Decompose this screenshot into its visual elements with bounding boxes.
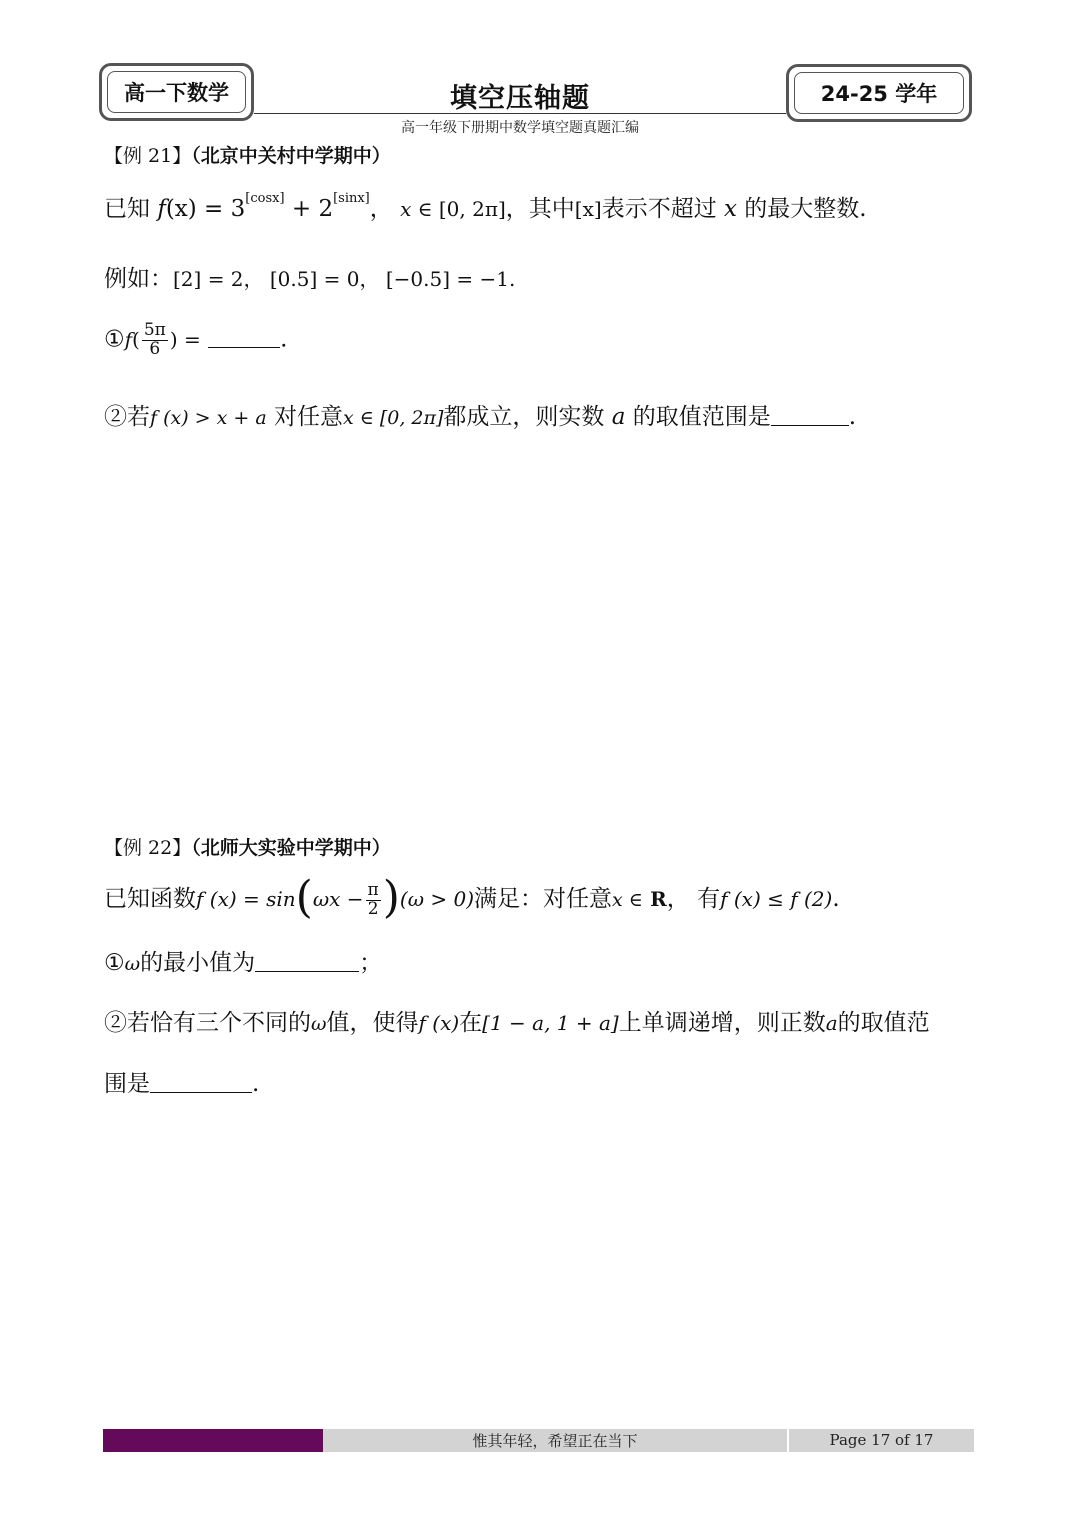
stem-text3: 的最大整数. bbox=[744, 196, 867, 222]
example-22-stem: 已知函数f (x) = sin(ωx − $\frac{\pi}{2}$ )(ω > 0)满足：对任意x ∈ R， 有f (x) ≤ f (2). bbox=[104, 872, 840, 923]
stem-inequality: f (x) ≤ f (2) bbox=[720, 887, 833, 911]
q2-text2: 在 bbox=[459, 1010, 483, 1036]
example-21-question-1: ①f( $\frac{5\pi}{6}$ ) = . bbox=[104, 320, 288, 359]
q1-text: 的最小值为 bbox=[140, 950, 256, 976]
q2-text: 值，使得 bbox=[326, 1010, 419, 1036]
footer-accent-bar bbox=[103, 1429, 323, 1452]
q2-inequality: f (x) > x + a bbox=[150, 407, 267, 429]
example-number: 21 bbox=[148, 145, 173, 167]
stem-function: f (x) = sin bbox=[196, 887, 296, 911]
q2-var-a: a bbox=[825, 1011, 838, 1035]
footer-motto: 惟其年轻，希望正在当下 bbox=[472, 1432, 638, 1450]
q2-text3: 上单调递增，则正数 bbox=[618, 1010, 826, 1036]
question-number: ① bbox=[104, 326, 125, 353]
q1-semicolon: ； bbox=[359, 950, 383, 976]
example-21-heading bbox=[104, 141, 391, 168]
answer-blank[interactable] bbox=[771, 405, 849, 426]
example-22-question-2-cont bbox=[104, 1065, 259, 1098]
stem-base3: = 3 bbox=[196, 196, 246, 222]
title-underline bbox=[254, 113, 786, 114]
stem-prefix: 已知函数 bbox=[104, 886, 196, 912]
header-right-label: 24-25 学年 bbox=[794, 72, 964, 114]
example-21-examples bbox=[104, 260, 515, 293]
stem-period: . bbox=[832, 886, 840, 912]
stem-x-in: x ∈ bbox=[612, 889, 643, 911]
stem-arg: (x) bbox=[165, 196, 197, 222]
example-22-heading bbox=[104, 833, 391, 860]
q1-frac-numerator: 5π bbox=[143, 320, 166, 340]
answer-blank[interactable] bbox=[150, 1072, 252, 1093]
stem-floor-x: [x] bbox=[574, 197, 602, 221]
stem-exp-sin: [sinx] bbox=[333, 191, 370, 206]
example-source: （北京中关村中学期中） bbox=[191, 145, 391, 167]
header-left-box bbox=[99, 63, 254, 121]
q2-var-a: a bbox=[604, 404, 633, 430]
example-21-question-2 bbox=[104, 398, 856, 431]
q2-line2-text: 围是 bbox=[104, 1071, 150, 1097]
q1-omega: ω bbox=[124, 953, 141, 975]
stem-text: ，其中 bbox=[505, 196, 575, 222]
example-tag-open: 【例 bbox=[104, 145, 149, 167]
q2-fx: f (x) bbox=[418, 1011, 460, 1035]
q2-text: 对任意 bbox=[273, 404, 343, 430]
stem-var-x2: x bbox=[716, 196, 745, 222]
example-source: （北师大实验中学期中） bbox=[191, 837, 391, 859]
q2-text3: 的取值范围是 bbox=[632, 404, 771, 430]
example-tag-close: 】 bbox=[172, 837, 192, 859]
stem-text2: ， 有 bbox=[666, 886, 721, 912]
footer-page-number: Page 17 of 17 bbox=[829, 1431, 934, 1449]
examples-values: [2] = 2， [0.5] = 0， [−0.5] = −1. bbox=[173, 267, 516, 291]
example-22-question-2 bbox=[104, 1004, 930, 1037]
q1-f: f bbox=[124, 327, 133, 352]
q2-omega: ω bbox=[311, 1013, 327, 1035]
q2-text2: 都成立，则实数 bbox=[443, 404, 605, 430]
example-22-question-1 bbox=[104, 944, 382, 977]
q1-equals: ) = bbox=[169, 327, 201, 352]
q2-period: . bbox=[252, 1071, 260, 1097]
q2-interval: [1 − a, 1 + a] bbox=[482, 1011, 619, 1035]
q1-period: . bbox=[280, 326, 288, 353]
page-subtitle: 高一年级下册期中数学填空题真题汇编 bbox=[401, 120, 639, 136]
stem-text2: 表示不超过 bbox=[601, 196, 717, 222]
question-number: ① bbox=[104, 950, 125, 976]
stem-condition: (ω > 0) bbox=[399, 887, 475, 911]
stem-omega-x: ωx − bbox=[312, 887, 364, 911]
question-number: ②若恰有三个不同的 bbox=[104, 1010, 311, 1036]
stem-reals: R bbox=[650, 887, 667, 911]
stem-var-x: x bbox=[400, 197, 412, 221]
stem-f: f bbox=[157, 196, 166, 222]
examples-label: 例如： bbox=[104, 266, 173, 292]
example-tag-open: 【例 bbox=[104, 837, 149, 859]
answer-blank[interactable] bbox=[255, 951, 359, 972]
stem-exp-cos: [cosx] bbox=[245, 191, 285, 206]
example-number: 22 bbox=[148, 837, 173, 859]
stem-prefix: 已知 bbox=[104, 196, 150, 222]
q2-text4: 的取值范 bbox=[837, 1010, 930, 1036]
stem-frac-denominator: 2 bbox=[367, 898, 379, 919]
q2-period: . bbox=[848, 404, 857, 430]
question-number: ②若 bbox=[104, 404, 150, 430]
stem-domain: ∈ [0, 2π] bbox=[411, 197, 506, 221]
stem-base2: + 2 bbox=[284, 196, 334, 222]
stem-comma: ， bbox=[369, 196, 393, 222]
example-tag-close: 】 bbox=[172, 145, 192, 167]
stem-fraction bbox=[366, 879, 381, 919]
stem-text: 满足：对任意 bbox=[474, 886, 613, 912]
header-left-label: 高一下数学 bbox=[107, 71, 246, 113]
header-right-box bbox=[786, 64, 972, 122]
page-title: 填空压轴题 bbox=[450, 83, 590, 114]
stem-frac-numerator: π bbox=[367, 879, 379, 900]
answer-blank[interactable] bbox=[208, 327, 280, 348]
q1-frac-denominator: 6 bbox=[149, 338, 161, 359]
example-21-stem bbox=[104, 190, 867, 223]
q1-fraction bbox=[142, 322, 168, 359]
q2-range: x ∈ [0, 2π] bbox=[342, 407, 444, 429]
